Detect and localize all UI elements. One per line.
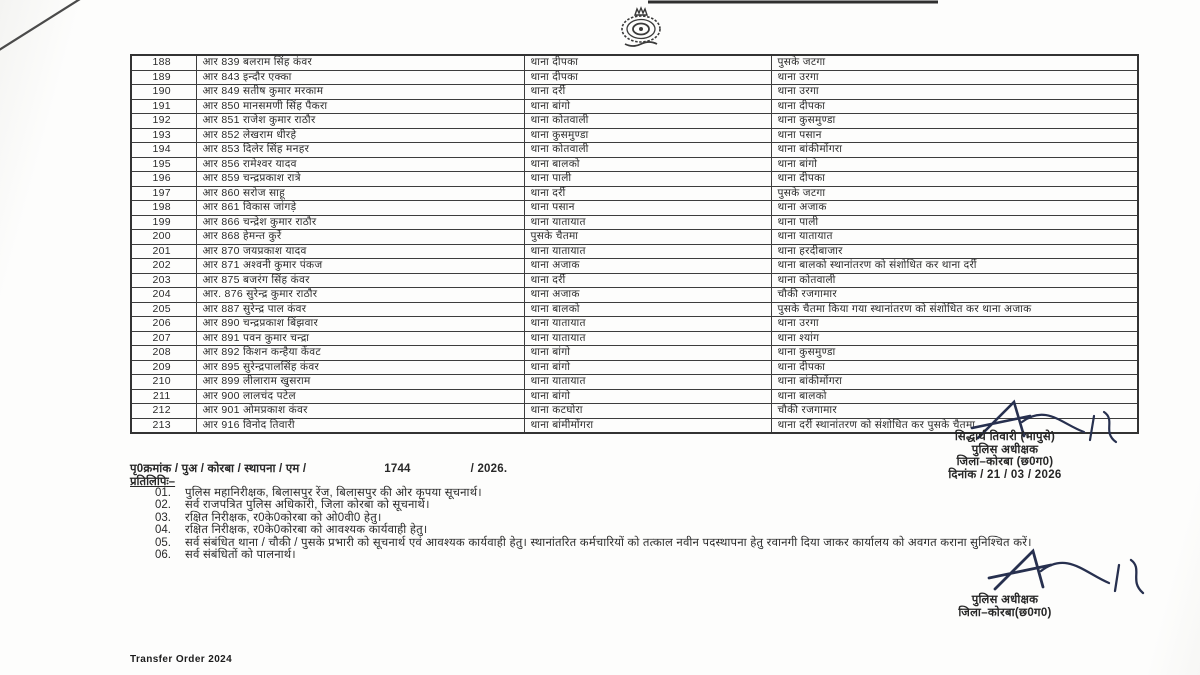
copy-to-item	[155, 487, 1167, 499]
new-posting-cell: थाना पसान	[771, 128, 1138, 143]
officer-name-cell: आर 875 बजरंग सिंह कंवर	[196, 273, 524, 288]
new-posting-cell: थाना उरगा	[771, 317, 1138, 332]
current-posting-cell: थाना पाली	[524, 172, 771, 187]
new-posting-cell: थाना उरगा	[771, 70, 1138, 85]
current-posting-cell: पुसके चैतमा	[524, 230, 771, 245]
table-row	[131, 143, 1138, 158]
serial-number-cell: 210	[131, 375, 196, 390]
watermark-label: Transfer Order 2024	[130, 654, 233, 665]
officer-name-cell: आर 860 सरोज साहू	[196, 186, 524, 201]
officer-name-cell: आर 916 विनोद तिवारी	[196, 418, 524, 433]
serial-number-cell: 212	[131, 404, 196, 419]
table-row	[131, 172, 1138, 187]
new-posting-cell: थाना दीपका	[771, 360, 1138, 375]
serial-number-cell: 203	[131, 273, 196, 288]
current-posting-cell: थाना बांगो	[524, 389, 771, 404]
table-row	[131, 70, 1138, 85]
officer-name-cell: आर 870 जयप्रकाश यादव	[196, 244, 524, 259]
current-posting-cell: थाना दर्री	[524, 273, 771, 288]
officer-name-cell: आर 850 मानसमणी सिंह पैकरा	[196, 99, 524, 114]
officer-name-cell: आर 861 विकास जांगड़े	[196, 201, 524, 216]
table-body	[131, 55, 1138, 433]
current-posting-cell: थाना यातायात	[524, 215, 771, 230]
reference-number: 1744	[384, 463, 411, 475]
new-posting-cell: थाना बांकीमोंगरा	[771, 375, 1138, 390]
serial-number-cell: 197	[131, 186, 196, 201]
current-posting-cell: थाना पसान	[524, 201, 771, 216]
officer-name-cell: आर 853 दिलेर सिंह मनहर	[196, 143, 524, 158]
table-row	[131, 317, 1138, 332]
new-posting-cell: पुसके जटगा	[771, 55, 1138, 70]
table-row	[131, 273, 1138, 288]
table-row	[131, 331, 1138, 346]
copy-item-number: 03.	[155, 511, 171, 524]
new-posting-cell: थाना हरदीबाजार	[771, 244, 1138, 259]
current-posting-cell: थाना यातायात	[524, 375, 771, 390]
serial-number-cell: 200	[131, 230, 196, 245]
officer-name-cell: आर 839 बलराम सिंह कंवर	[196, 55, 524, 70]
officer-name-cell: आर 900 लालचंद पटेल	[196, 389, 524, 404]
serial-number-cell: 199	[131, 215, 196, 230]
copy-item-number: 06.	[155, 549, 171, 562]
serial-number-cell: 192	[131, 114, 196, 129]
table-row	[131, 215, 1138, 230]
transfer-order-table	[130, 54, 1139, 434]
new-posting-cell: थाना पाली	[771, 215, 1138, 230]
new-posting-cell: पुसके जटगा	[771, 186, 1138, 201]
officer-name-cell: आर 891 पवन कुमार चन्द्रा	[196, 331, 524, 346]
copy-to-item	[155, 499, 1167, 511]
table-row	[131, 259, 1138, 274]
officer-name: सिद्धार्थ तिवारी (भापुसे)	[954, 431, 1056, 443]
table-row	[131, 55, 1138, 70]
table-row	[131, 375, 1138, 390]
copy-to-heading: प्रतिलिपिः–	[130, 476, 176, 488]
new-posting-cell: थाना बालको स्थानांतरण को संशोधित कर थाना दर्री	[771, 259, 1138, 274]
table-row	[131, 99, 1138, 114]
officer-name-cell: आर 856 रामेश्वर यादव	[196, 157, 524, 172]
officer-name-cell: आर. 876 सुरेन्द्र कुमार राठौर	[196, 288, 524, 303]
countersign-block	[880, 594, 1130, 619]
officer-name-cell: आर 852 लेखराम धीरहे	[196, 128, 524, 143]
officer-name-cell: आर 899 लीलाराम खुसराम	[196, 375, 524, 390]
table-row	[131, 201, 1138, 216]
new-posting-cell: पुसके चैतमा किया गया स्थानांतरण को संशोधित कर थाना अजाक	[771, 302, 1138, 317]
copy-item-number: 05.	[155, 536, 171, 549]
officer-district: जिला–कोरबा(छ0ग0)	[958, 606, 1052, 619]
officer-name-cell: आर 843 इन्दौर एक्का	[196, 70, 524, 85]
signing-authority-block	[860, 431, 1150, 481]
table-row	[131, 302, 1138, 317]
copy-item-text: पुलिस महानिरीक्षक, बिलासपुर रेंज, बिलासपुर की ओर कृपया सूचनार्थ।	[185, 487, 482, 499]
new-posting-cell: थाना दीपका	[771, 172, 1138, 187]
reference-prefix: पृ0क्रमांक / पुअ / कोरबा / स्थापना / एम /	[130, 463, 307, 475]
new-posting-cell: थाना उरगा	[771, 85, 1138, 100]
table-row	[131, 114, 1138, 129]
current-posting-cell: थाना दीपका	[524, 55, 771, 70]
table-row	[131, 346, 1138, 361]
officer-name-cell: आर 892 किशन कन्हैया केंवट	[196, 346, 524, 361]
new-posting-cell: थाना श्यांग	[771, 331, 1138, 346]
serial-number-cell: 191	[131, 99, 196, 114]
serial-number-cell: 204	[131, 288, 196, 303]
officer-name-cell: आर 851 राजेश कुमार राठौर	[196, 114, 524, 129]
table-row	[131, 230, 1138, 245]
table-row	[131, 186, 1138, 201]
current-posting-cell: थाना बांगो	[524, 346, 771, 361]
officer-name-cell: आर 895 सुरेन्द्रपालसिंह कंवर	[196, 360, 524, 375]
new-posting-cell: चौकी रजगामार	[771, 404, 1138, 419]
officer-name-cell: आर 859 चन्द्रप्रकाश रात्रे	[196, 172, 524, 187]
new-posting-cell: थाना यातायात	[771, 230, 1138, 245]
copy-item-text: सर्व संबंधितों को पालनार्थ।	[185, 549, 296, 562]
table-row	[131, 157, 1138, 172]
officer-name-cell: आर 890 चन्द्रप्रकाश बिंझवार	[196, 317, 524, 332]
table-row	[131, 244, 1138, 259]
copy-item-text: सर्व संबंधित थाना / चौकी / पुसके प्रभारी को सूचनार्थ एवं आवश्यक कार्यवाही हेतु। स्थानांतरित कर्मचारियों को तत्काल नवीन पदस्थापना हेतु रवानगी दिया जाकर कार्यालय को अवगत कराना सुनिश्चित करें।	[185, 536, 1032, 549]
current-posting-cell: थाना अजाक	[524, 259, 771, 274]
current-posting-cell: थाना कटघोरा	[524, 404, 771, 419]
new-posting-cell: थाना दर्री स्थानांतरण को संशोधित कर पुसके चैतमा	[771, 418, 1138, 433]
current-posting-cell: थाना दर्री	[524, 85, 771, 100]
serial-number-cell: 195	[131, 157, 196, 172]
serial-number-cell: 198	[131, 201, 196, 216]
table-row	[131, 85, 1138, 100]
copy-item-number: 04.	[155, 524, 171, 537]
reference-number-line	[130, 461, 507, 476]
copy-item-text: सर्व राजपत्रित पुलिस अधिकारी, जिला कोरबा को सूचनार्थ।	[185, 499, 430, 512]
current-posting-cell: थाना यातायात	[524, 244, 771, 259]
table-row	[131, 128, 1138, 143]
officer-name-cell: आर 849 सतीष कुमार मरकाम	[196, 85, 524, 100]
current-posting-cell: थाना बांगो	[524, 360, 771, 375]
current-posting-cell: थाना कोतवाली	[524, 143, 771, 158]
table-row	[131, 360, 1138, 375]
officer-name-cell: आर 868 हेमन्त कुर्रे	[196, 230, 524, 245]
new-posting-cell: थाना अजाक	[771, 201, 1138, 216]
officer-name-cell: आर 871 अश्वनी कुमार पंकज	[196, 259, 524, 274]
serial-number-cell: 205	[131, 302, 196, 317]
current-posting-cell: थाना कुसमुण्डा	[524, 128, 771, 143]
serial-number-cell: 206	[131, 317, 196, 332]
serial-number-cell: 213	[131, 418, 196, 433]
new-posting-cell: थाना कुसमुण्डा	[771, 114, 1138, 129]
officer-title: पुलिस अधीक्षक	[971, 443, 1039, 456]
officer-name-cell: आर 866 चन्द्रेश कुमार राठौर	[196, 215, 524, 230]
current-posting-cell: थाना बांमीमोंगरा	[524, 418, 771, 433]
new-posting-cell: थाना बांगो	[771, 157, 1138, 172]
officer-name-cell: आर 901 ओमप्रकाश कंवर	[196, 404, 524, 419]
serial-number-cell: 208	[131, 346, 196, 361]
table-row	[131, 288, 1138, 303]
officer-title: पुलिस अधीक्षक	[971, 594, 1039, 606]
current-posting-cell: थाना अजाक	[524, 288, 771, 303]
officer-name-cell: आर 887 सुरेन्द्र पाल कंवर	[196, 302, 524, 317]
new-posting-cell: थाना कोतवाली	[771, 273, 1138, 288]
order-date: दिनांक / 21 / 03 / 2026	[948, 468, 1062, 481]
new-posting-cell: चौकी रजगामार	[771, 288, 1138, 303]
current-posting-cell: थाना दीपका	[524, 70, 771, 85]
copy-to-item	[155, 524, 1167, 536]
new-posting-cell: थाना बालको	[771, 389, 1138, 404]
serial-number-cell: 194	[131, 143, 196, 158]
serial-number-cell: 189	[131, 70, 196, 85]
current-posting-cell: थाना बालको	[524, 157, 771, 172]
serial-number-cell: 209	[131, 360, 196, 375]
new-posting-cell: थाना बांकीमोंगरा	[771, 143, 1138, 158]
copy-item-text: रक्षित निरीक्षक, र0के0कोरबा को आवश्यक कार्यवाही हेतु।	[185, 524, 428, 537]
new-posting-cell: थाना दीपका	[771, 99, 1138, 114]
current-posting-cell: थाना यातायात	[524, 317, 771, 332]
reference-year: / 2026.	[470, 463, 508, 475]
current-posting-cell: थाना कोतवाली	[524, 114, 771, 129]
current-posting-cell: थाना यातायात	[524, 331, 771, 346]
copy-to-item	[155, 512, 1167, 524]
serial-number-cell: 188	[131, 55, 196, 70]
current-posting-cell: थाना दर्री	[524, 186, 771, 201]
copy-item-number: 01.	[155, 487, 171, 499]
copy-item-number: 02.	[155, 499, 171, 512]
serial-number-cell: 196	[131, 172, 196, 187]
current-posting-cell: थाना बालको	[524, 302, 771, 317]
serial-number-cell: 201	[131, 244, 196, 259]
serial-number-cell: 202	[131, 259, 196, 274]
serial-number-cell: 190	[131, 85, 196, 100]
officer-district: जिला–कोरबा (छ0ग0)	[956, 456, 1054, 468]
serial-number-cell: 193	[131, 128, 196, 143]
copy-item-text: रक्षित निरीक्षक, र0के0कोरबा को ओ0वी0 हेतु।	[185, 511, 382, 524]
handwritten-signature-icon	[985, 545, 1160, 595]
new-posting-cell: थाना कुसमुण्डा	[771, 346, 1138, 361]
serial-number-cell: 207	[131, 331, 196, 346]
current-posting-cell: थाना बांगो	[524, 99, 771, 114]
serial-number-cell: 211	[131, 389, 196, 404]
